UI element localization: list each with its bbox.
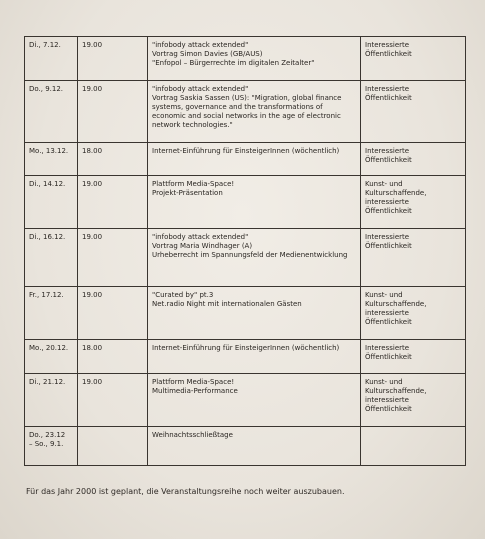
- table-row: [25, 340, 466, 374]
- event-description: Plattform Media-Space! Multimedia-Performance: [148, 374, 361, 427]
- event-audience: [361, 427, 466, 466]
- table-row: [25, 427, 466, 466]
- event-audience: Kunst- und Kulturschaffende, interessierte Öffentlichkeit: [361, 176, 466, 229]
- event-date: Di., 7.12.: [25, 37, 78, 81]
- event-description: "Curated by" pt.3 Net.radio Night mit internationalen Gästen: [148, 287, 361, 340]
- event-time: 18.00: [78, 340, 148, 374]
- event-description: "infobody attack extended" Vortrag Saskia Sassen (US): "Migration, global finance systems, governance and the transformations of economic and social networks in the age of electronic network technologies.": [148, 81, 361, 143]
- event-audience: Interessierte Öffentlichkeit: [361, 229, 466, 287]
- table-row: [25, 81, 466, 143]
- event-date: Mo., 20.12.: [25, 340, 78, 374]
- event-date: Do., 9.12.: [25, 81, 78, 143]
- event-date: Di., 16.12.: [25, 229, 78, 287]
- event-time: 18.00: [78, 143, 148, 176]
- event-time: 19.00: [78, 374, 148, 427]
- footnote-text: Für das Jahr 2000 ist geplant, die Veranstaltungsreihe noch weiter auszubauen.: [26, 487, 345, 496]
- table-row: [25, 176, 466, 229]
- event-audience: Kunst- und Kulturschaffende, interessierte Öffentlichkeit: [361, 374, 466, 427]
- event-time: 19.00: [78, 81, 148, 143]
- event-schedule-table: [24, 36, 466, 466]
- event-description: Internet-Einführung für EinsteigerInnen (wöchentlich): [148, 340, 361, 374]
- event-description: Plattform Media-Space! Projekt-Präsentation: [148, 176, 361, 229]
- event-date: Do., 23.12 – So., 9.1.: [25, 427, 78, 466]
- event-time: 19.00: [78, 287, 148, 340]
- event-audience: Kunst- und Kulturschaffende, interessierte Öffentlichkeit: [361, 287, 466, 340]
- event-time: 19.00: [78, 37, 148, 81]
- event-description: Weihnachtsschließtage: [148, 427, 361, 466]
- event-time: [78, 427, 148, 466]
- event-description: "infobody attack extended" Vortrag Simon Davies (GB/AUS) "Enfopol – Bürgerrechte im digitalen Zeitalter": [148, 37, 361, 81]
- event-audience: Interessierte Öffentlichkeit: [361, 340, 466, 374]
- table-row: [25, 287, 466, 340]
- event-date: Fr., 17.12.: [25, 287, 78, 340]
- event-date: Di., 14.12.: [25, 176, 78, 229]
- event-description: "infobody attack extended" Vortrag Maria Windhager (A) Urheberrecht im Spannungsfeld der Medienentwicklung: [148, 229, 361, 287]
- event-audience: Interessierte Öffentlichkeit: [361, 37, 466, 81]
- table-row: [25, 229, 466, 287]
- event-description: Internet-Einführung für EinsteigerInnen (wöchentlich): [148, 143, 361, 176]
- event-date: Di., 21.12.: [25, 374, 78, 427]
- table-row: [25, 37, 466, 81]
- event-time: 19.00: [78, 176, 148, 229]
- table-row: [25, 143, 466, 176]
- event-date: Mo., 13.12.: [25, 143, 78, 176]
- event-audience: Interessierte Öffentlichkeit: [361, 81, 466, 143]
- event-audience: Interessierte Öffentlichkeit: [361, 143, 466, 176]
- table-row: [25, 374, 466, 427]
- event-time: 19.00: [78, 229, 148, 287]
